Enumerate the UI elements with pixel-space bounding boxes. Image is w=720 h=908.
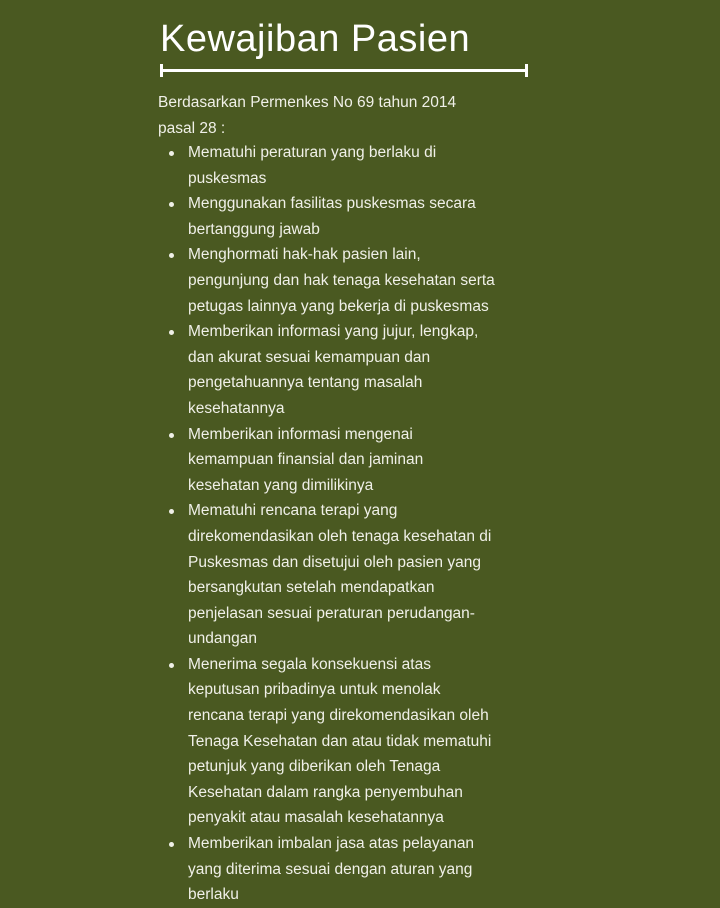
list-item [166,191,586,242]
list-item-text: Memberikan informasi yang jujur, lengkap, dan akurat sesuai kemampuan dan pengetahuannya tentang masalah kesehatannya [188,323,479,417]
list-item [166,831,586,908]
list-item [166,242,586,319]
page-title: Kewajiban Pasien [160,18,471,60]
underline-left-cap [160,64,163,77]
bullet-icon [169,663,174,668]
title-underline [160,69,528,72]
list-item-text: Menghormati hak-hak pasien lain, pengunjung dan hak tenaga kesehatan serta petugas lainnya yang bekerja di puskesmas [188,246,495,315]
list-item [166,319,586,421]
obligations-list [166,140,586,908]
bullet-icon [169,253,174,258]
list-item-text: Memberikan imbalan jasa atas pelayanan yang diterima sesuai dengan aturan yang berlaku [188,835,475,904]
bullet-icon [169,509,174,514]
list-item-text: Mematuhi rencana terapi yang direkomendasikan oleh tenaga kesehatan di Puskesmas dan disetujui oleh pasien yang bersangkutan setelah mendapatkan penjelasan sesuai peraturan perudangan- undangan [188,502,492,648]
list-item-text: Mematuhi peraturan yang berlaku di puskesmas [188,144,437,187]
bullet-icon [169,202,174,207]
bullet-icon [169,330,174,335]
list-item-text: Memberikan informasi mengenai kemampuan finansial dan jaminan kesehatan yang dimilikinya [188,425,424,494]
list-item [166,652,586,831]
list-item-text: Menggunakan fasilitas puskesmas secara bertanggung jawab [188,195,476,238]
bullet-icon [169,151,174,156]
intro-text: Berdasarkan Permenkes No 69 tahun 2014 pasal 28 : [158,94,457,137]
bullet-icon [169,842,174,847]
list-item [166,498,586,652]
list-item [166,422,586,499]
list-item [166,140,586,191]
bullet-icon [169,433,174,438]
underline-right-cap [525,64,528,77]
list-item-text: Menerima segala konsekuensi atas keputusan pribadinya untuk menolak rencana terapi yang direkomendasikan oleh Tenaga Kesehatan dan atau tidak mematuhi petunjuk yang diberikan oleh Tenaga Kesehatan dalam rangka penyembuhan penyakit atau masalah kesehatannya [188,655,492,827]
